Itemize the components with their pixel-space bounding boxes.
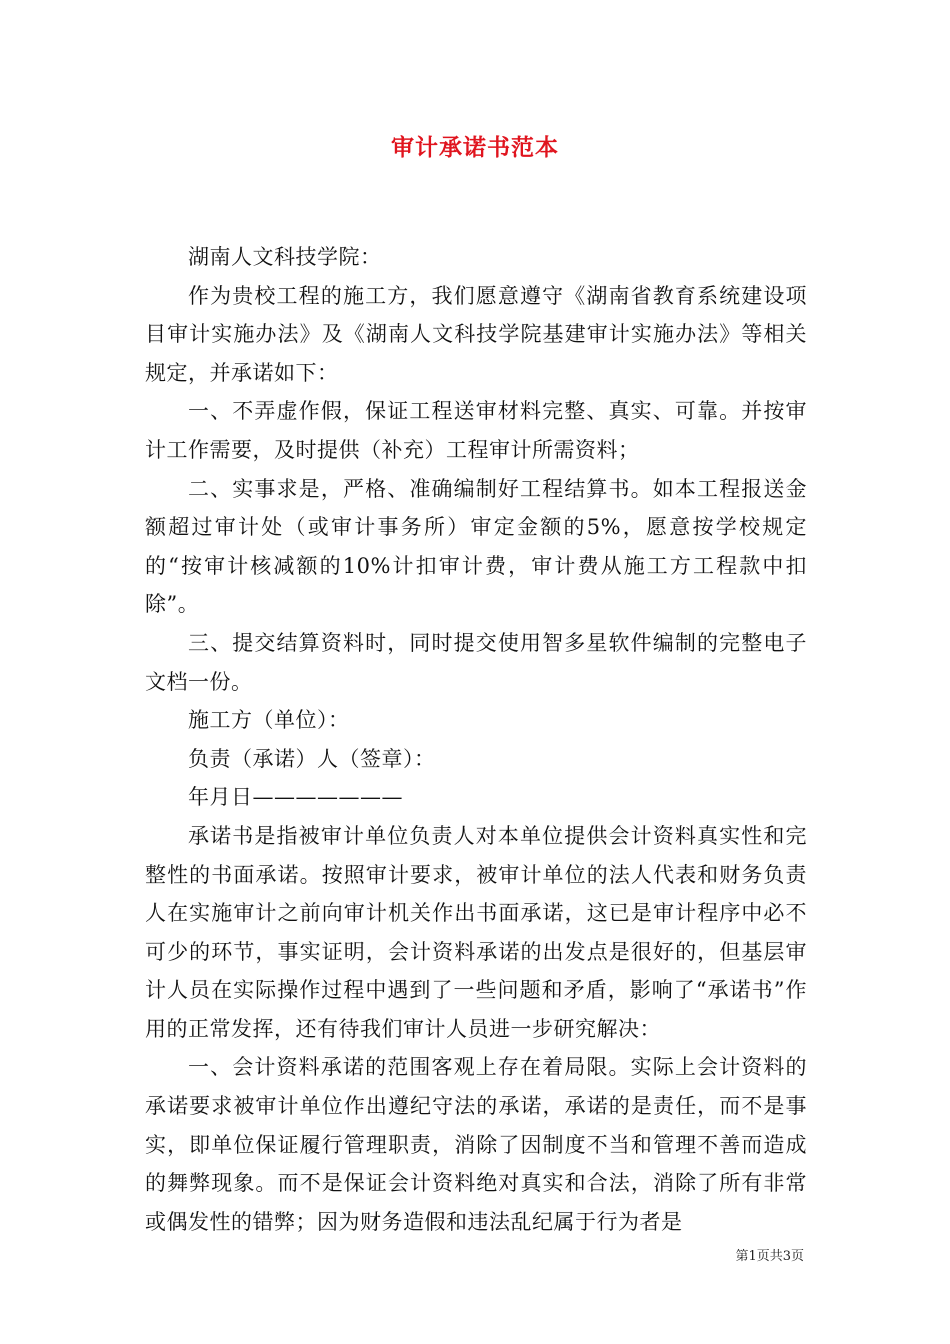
page-number: 第1页共3页 [735, 1249, 804, 1264]
paragraph-intro: 作为贵校工程的施工方，我们愿意遵守《湖南省教育系统建设项目审计实施办法》及《湖南人文科技学院基建审计实施办法》等相关规定，并承诺如下： [145, 283, 807, 385]
signature-contractor: 施工方（单位）： [188, 708, 350, 733]
document-title: 审计承诺书范本 [391, 134, 559, 161]
paragraph-item-2: 二、实事求是，严格、准确编制好工程结算书。如本工程报送金额超过审计处（或审计事务所）审定金额的5%，愿意按学校规定的“按审计核减额的10%计扣审计费，审计费从施工方工程款中扣除”。 [145, 476, 807, 617]
signature-date: 年月日——————— [188, 785, 404, 810]
salutation: 湖南人文科技学院： [188, 245, 382, 269]
paragraph-explanation: 承诺书是指被审计单位负责人对本单位提供会计资料真实性和完整性的书面承诺。按照审计要求，被审计单位的法人代表和财务负责人在实施审计之前向审计机关作出书面承诺，这已是审计程序中必不可少的环节，事实证明，会计资料承诺的出发点是很好的，但基层审计人员在实际操作过程中遇到了一些问题和矛盾，影响了“承诺书”作用的正常发挥，还有待我们审计人员进一步研究解决： [145, 823, 807, 1041]
paragraph-limitation: 一、会计资料承诺的范围客观上存在着局限。实际上会计资料的承诺要求被审计单位作出遵纪守法的承诺，承诺的是责任，而不是事实，即单位保证履行管理职责，消除了因制度不当和管理不善而造成的舞弊现象。而不是保证会计资料绝对真实和合法，消除了所有非常或偶发性的错弊；因为财务造假和违法乱纪属于行为者是 [145, 1055, 807, 1234]
document-body [145, 238, 807, 1241]
paragraph-item-3: 三、提交结算资料时，同时提交使用智多星软件编制的完整电子文档一份。 [145, 630, 807, 694]
signature-responsible-person: 负责（承诺）人（签章）： [188, 746, 436, 771]
paragraph-item-1: 一、不弄虚作假，保证工程送审材料完整、真实、可靠。并按审计工作需要，及时提供（补充）工程审计所需资料； [145, 399, 807, 462]
